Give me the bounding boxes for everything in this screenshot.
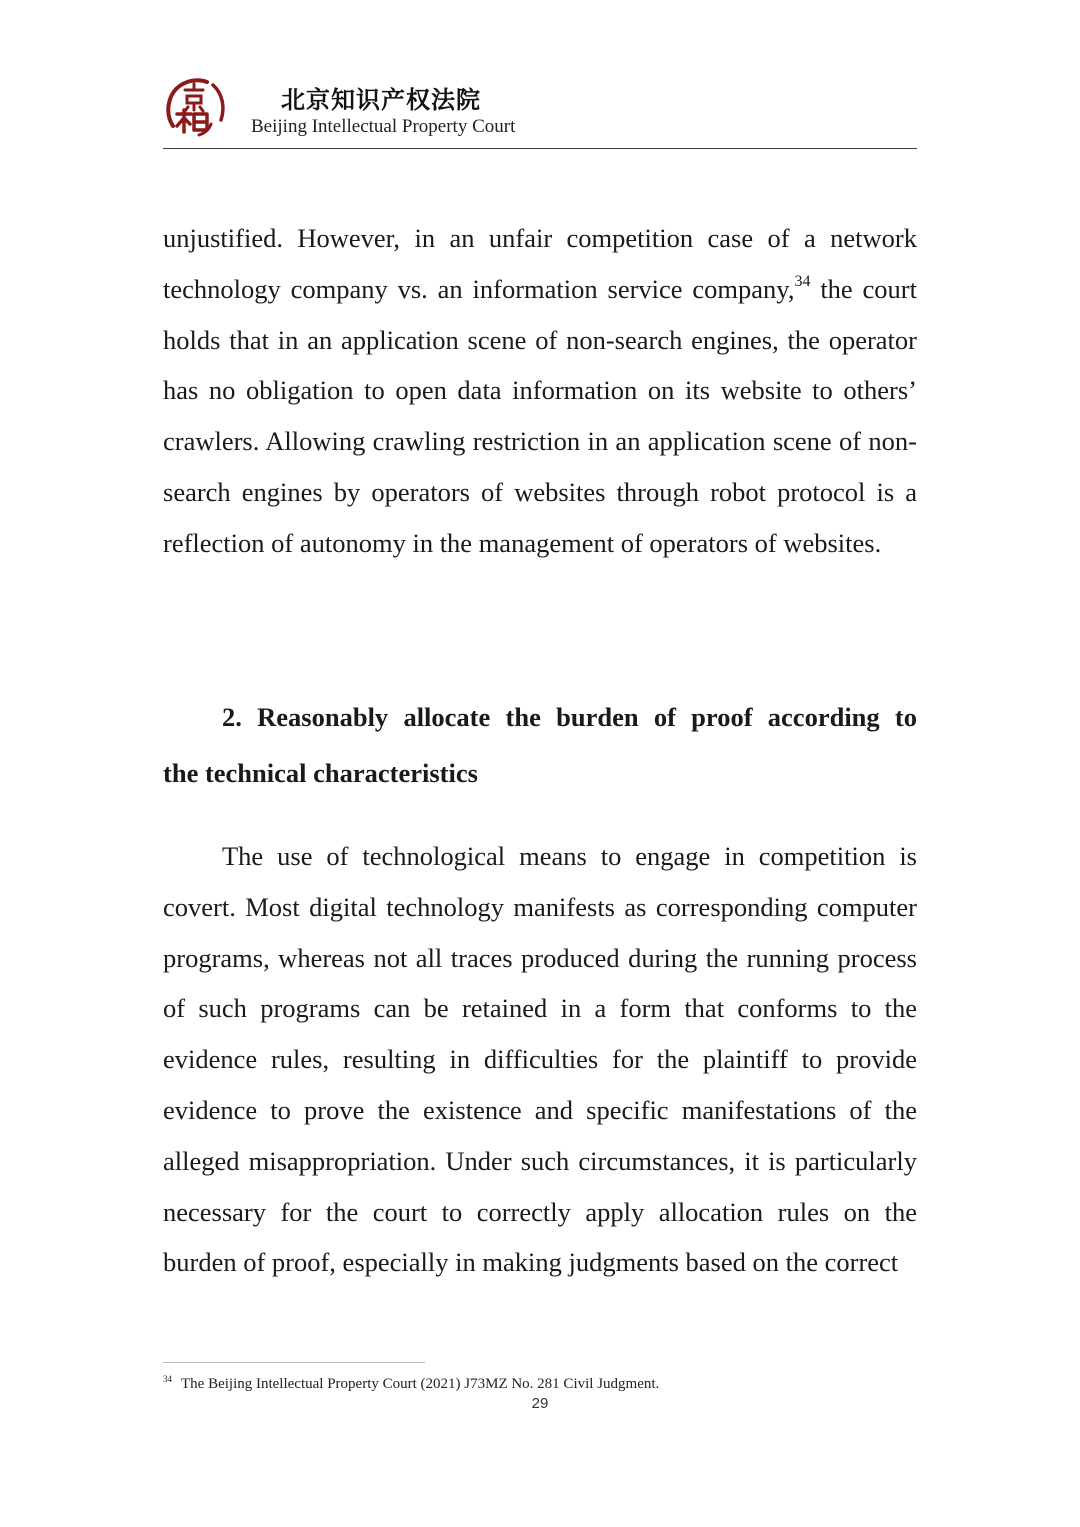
paragraph-1-text-b: the court holds that in an application scene of non-search engines, the operator has no obligation to open data information on its website to others’ crawlers. Allowing crawling restriction in an application scene of non-search engines by operators of websites through robot protocol is a reflection of autonomy in the management of operators of websites. bbox=[163, 273, 917, 558]
page-number: 29 bbox=[531, 1395, 549, 1412]
footnote bbox=[163, 1374, 923, 1393]
court-name-english: Beijing Intellectual Property Court bbox=[251, 116, 516, 137]
paragraph-1-text-a: unjustified. However, in an unfair competition case of a network technology company vs. an information service company, bbox=[163, 223, 917, 304]
court-seal-logo-icon bbox=[163, 76, 227, 138]
section-heading bbox=[163, 689, 917, 801]
footnote-reference[interactable]: 34 bbox=[794, 272, 811, 290]
court-name-chinese: 北京知识产权法院 bbox=[281, 86, 481, 114]
footnote-text: The Beijing Intellectual Property Court (2021) J73MZ No. 281 Civil Judgment. bbox=[181, 1376, 660, 1392]
page-header bbox=[163, 74, 917, 149]
section-heading-line-1: 2. Reasonably allocate the burden of proof according to bbox=[222, 702, 917, 732]
footnote-number: 34 bbox=[163, 1374, 172, 1384]
body-paragraph-1 bbox=[163, 213, 917, 569]
body-paragraph-2: The use of technological means to engage in competition is covert. Most digital technology manifests as corresponding computer programs, whereas not all traces produced during the running process of such programs can be retained in a form that conforms to the evidence rules, resulting in difficulties for the plaintiff to provide evidence to prove the existence and specific manifestations of the alleged misappropriation. Under such circumstances, it is particularly necessary for the court to correctly apply allocation rules on the burden of proof, especially in making judgments based on the correct bbox=[163, 841, 917, 1278]
section-heading-line-2: the technical characteristics bbox=[163, 758, 478, 788]
footnote-divider bbox=[163, 1362, 425, 1363]
